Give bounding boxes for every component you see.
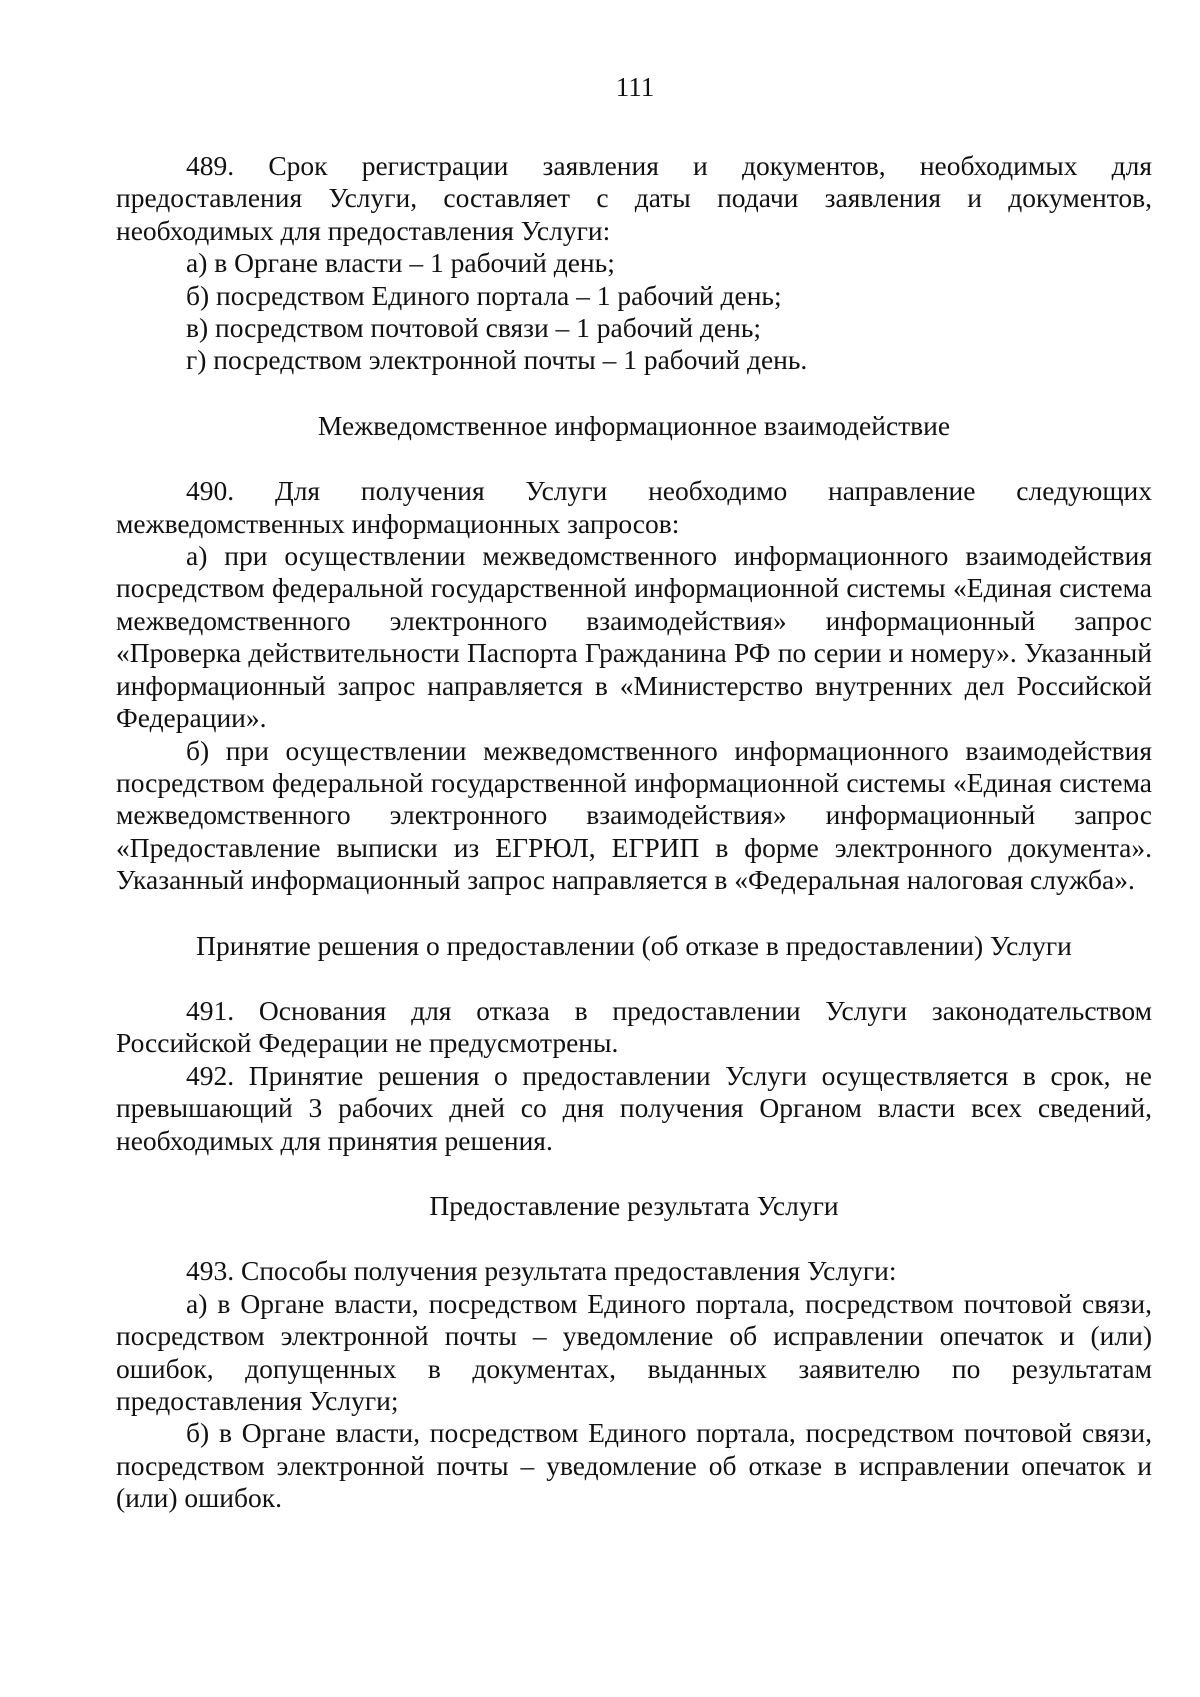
paragraph-489-item-g: г) посредством электронной почты – 1 рабочий день. [186, 344, 808, 376]
paragraph-489-item-b: б) посредством Единого портала – 1 рабочий день; [186, 279, 782, 311]
paragraph-493-item-a: а) в Органе власти, посредством Единого портала, посредством почтовой связи, посредством электронной почты – уведомление об исправлении опечаток и (или) ошибок, допущенных в документах, выданных заявителю по результатам предоставления Услуги; [116, 1287, 1152, 1416]
paragraph-492: 492. Принятие решения о предоставлении Услуги осуществляется в срок, не превышающий 3 рабочих дней со дня получения Органом власти всех сведений, необходимых для принятия решения. [116, 1059, 1152, 1156]
paragraph-489: 489. Срок регистрации заявления и документов, необходимых для предоставления Услуги, составляет с даты подачи заявления и документов, необходимых для предоставления Услуги: [116, 150, 1152, 246]
paragraph-493: 493. Способы получения результата предоставления Услуги: [186, 1255, 897, 1287]
page-number: 111 [615, 72, 655, 102]
paragraph-489-item-v: в) посредством почтовой связи – 1 рабочий день; [186, 312, 762, 344]
paragraph-490: 490. Для получения Услуги необходимо направление следующих межведомственных информационных запросов: [116, 475, 1152, 539]
section-heading-result: Предоставление результата Услуги [429, 1189, 839, 1221]
paragraph-491: 491. Основания для отказа в предоставлении Услуги законодательством Российской Федерации не предусмотрены. [116, 994, 1152, 1059]
paragraph-490-item-a: а) при осуществлении межведомственного информационного взаимодействия посредством федеральной государственной информационной системы «Единая система межведомственного электронного взаимодействия» информационный запрос «Проверка действительности Паспорта Гражданина РФ по серии и номеру». Указанный информационный запрос направляется в «Министерство внутренних дел Российской Федерации». [116, 540, 1152, 734]
section-heading-interagency: Межведомственное информационное взаимодействие [317, 409, 951, 441]
document-body [116, 150, 1152, 1515]
paragraph-493-item-b: б) в Органе власти, посредством Единого портала, посредством почтовой связи, посредством электронной почты – уведомление об отказе в исправлении опечаток и (или) ошибок. [116, 1417, 1152, 1514]
paragraph-489-item-a: а) в Органе власти – 1 рабочий день; [186, 247, 615, 279]
section-heading-decision: Принятие решения о предоставлении (об отказе в предоставлении) Услуги [196, 929, 1072, 961]
paragraph-490-item-b: б) при осуществлении межведомственного информационного взаимодействия посредством федеральной государственной информационной системы «Единая система межведомственного электронного взаимодействия» информационный запрос «Предоставление выписки из ЕГРЮЛ, ЕГРИП в форме электронного документа». Указанный информационный запрос направляется в «Федеральная налоговая служба». [116, 734, 1152, 896]
